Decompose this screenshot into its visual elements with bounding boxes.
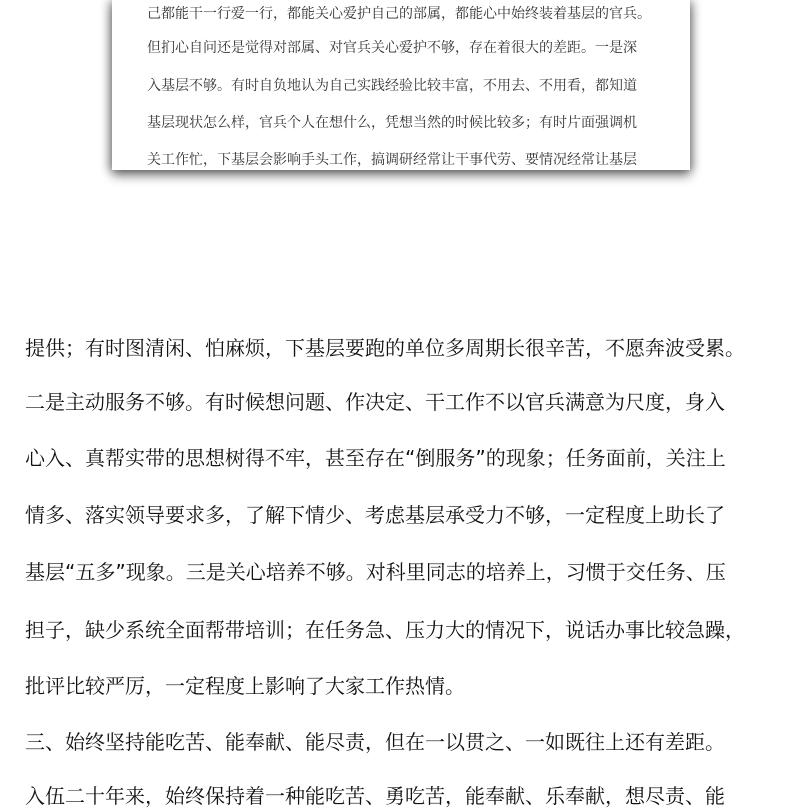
card-text-line: 基层现状怎么样，官兵个人在想什么，凭想当然的时候比较多；有时片面强调机: [147, 115, 637, 131]
body-text-line: 基层“五多”现象。三是关心培养不够。对科里同志的培养上，习惯于交任务、压: [25, 560, 726, 584]
body-text-line: 情多、落实领导要求多，了解下情少、考虑基层承受力不够，一定程度上助长了: [25, 503, 725, 527]
body-text-line: 三、始终坚持能吃苦、能奉献、能尽责，但在一以贯之、一如既往上还有差距。: [25, 730, 725, 754]
body-text-line: 提供；有时图清闲、怕麻烦，下基层要跑的单位多周期长很辛苦，不愿奔波受累。: [25, 336, 745, 360]
card-text-line: 关工作忙，下基层会影响手头工作，搞调研经常让干事代劳、要情况经常让基层: [147, 152, 637, 168]
body-text-line: 心入、真帮实带的思想树得不牢，甚至存在“倒服务”的现象；任务面前，关注上: [25, 446, 726, 470]
body-text-line: 批评比较严厉，一定程度上影响了大家工作热情。: [25, 674, 465, 698]
body-text-line: 担子，缺少系统全面帮带培训；在任务急、压力大的情况下，说话办事比较急躁，: [25, 618, 745, 642]
body-text-line: 二是主动服务不够。有时候想问题、作决定、干工作不以官兵满意为尺度，身入: [25, 390, 725, 414]
card-text-line: 己都能干一行爱一行，都能关心爱护自己的部属，都能心中始终装着基层的官兵。: [147, 6, 651, 22]
card-text-line: 但扪心自问还是觉得对部属、对官兵关心爱护不够，存在着很大的差距。一是深: [147, 40, 637, 56]
body-text-line: 入伍二十年来，始终保持着一种能吃苦、勇吃苦，能奉献、乐奉献，想尽责、能: [25, 784, 725, 808]
document-preview-card: [112, 0, 690, 170]
card-text-line: 入基层不够。有时自负地认为自己实践经验比较丰富，不用去、不用看，都知道: [147, 78, 637, 94]
